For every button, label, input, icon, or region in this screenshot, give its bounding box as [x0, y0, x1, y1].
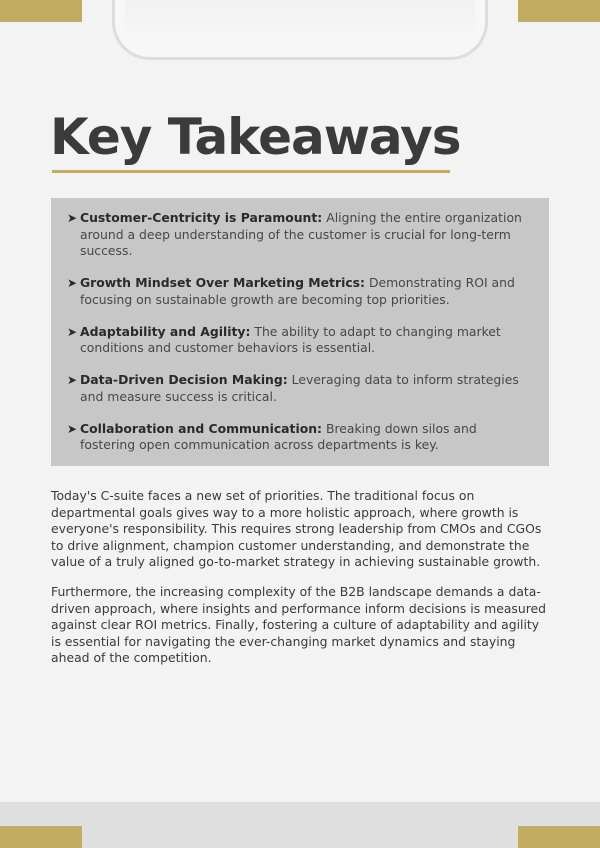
- takeaway-heading: Customer-Centricity is Paramount:: [80, 210, 323, 225]
- body-paragraph: Furthermore, the increasing complexity of the B2B landscape demands a data-driven approach, where insights and performance inform decisions is measured against clear ROI metrics. Finally, fostering a culture of adaptability and agility is essential for navigating the ever-changing market dynamics and staying ahead of the competition.: [51, 584, 547, 666]
- corner-accent-bottom-right: [518, 826, 600, 848]
- takeaway-item: [67, 275, 533, 308]
- arrowhead-right-icon: ➤: [67, 211, 78, 225]
- arrowhead-right-icon: ➤: [67, 324, 78, 339]
- decorative-header-frame-inner: [125, 0, 475, 51]
- takeaway-heading: Collaboration and Communication:: [80, 420, 322, 436]
- takeaway-text: Breaking down silos and fostering open communication across departments is key.: [80, 420, 477, 452]
- takeaways-panel: [51, 198, 549, 466]
- takeaway-heading: Adaptability and Agility:: [80, 323, 251, 339]
- corner-accent-bottom-left: [0, 826, 82, 848]
- takeaway-item: [67, 421, 533, 454]
- decorative-header-frame: [112, 0, 488, 60]
- takeaway-text: Aligning the entire organization around a deep understanding of the customer is crucial for long-term success.: [80, 210, 522, 258]
- body-paragraph: Today's C-suite faces a new set of priorities. The traditional focus on departmental goals gives way to a more holistic approach, where growth is everyone's responsibility. This requires strong leadership from CMOs and CGOs to drive alignment, champion customer understanding, and demonstrate the value of a truly aligned go-to-market strategy in achieving sustainable growth.: [51, 488, 542, 570]
- corner-accent-top-left: [0, 0, 82, 22]
- arrowhead-right-icon: ➤: [67, 373, 78, 387]
- takeaway-item: [67, 324, 533, 357]
- title-underline: [52, 170, 450, 173]
- takeaway-item: [67, 372, 533, 405]
- takeaway-text: Leveraging data to inform strategies and measure success is critical.: [80, 372, 519, 404]
- takeaway-item: [67, 210, 533, 260]
- page-title: Key Takeaways: [50, 108, 461, 166]
- takeaway-heading: Data-Driven Decision Making:: [80, 372, 288, 387]
- corner-accent-top-right: [518, 0, 600, 22]
- takeaway-text: Demonstrating ROI and focusing on sustainable growth are becoming top priorities.: [80, 275, 515, 307]
- arrowhead-right-icon: ➤: [67, 421, 78, 436]
- takeaway-text: The ability to adapt to changing market conditions and customer behaviors is essential.: [80, 323, 501, 355]
- footer-band: [0, 802, 600, 848]
- takeaway-heading: Growth Mindset Over Marketing Metrics:: [80, 275, 365, 290]
- arrowhead-right-icon: ➤: [67, 276, 78, 290]
